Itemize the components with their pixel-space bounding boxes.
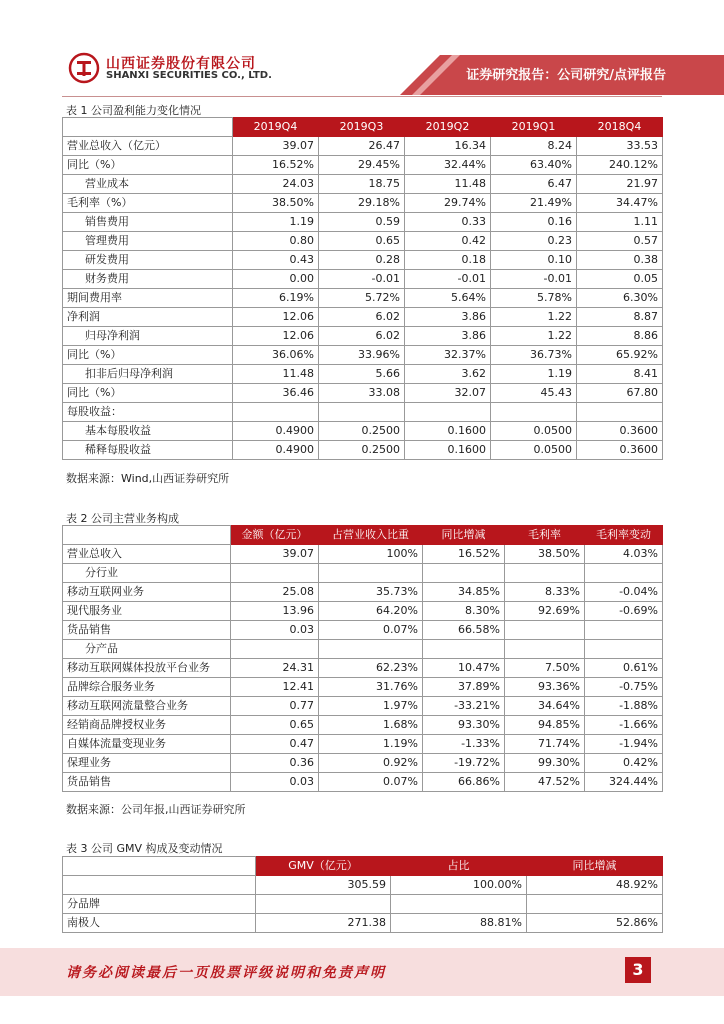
row-label: 移动互联网流量整合业务: [63, 697, 231, 716]
row-label: 营业总收入: [63, 545, 231, 564]
table3-caption: 表 3 公司 GMV 构成及变动情况: [66, 842, 223, 855]
table-cell: 1.19: [233, 213, 319, 232]
column-header: 毛利率变动: [585, 526, 663, 545]
column-header: 同比增减: [527, 857, 663, 876]
table-cell: 0.42%: [585, 754, 663, 773]
table-cell: -19.72%: [423, 754, 505, 773]
table-cell: [491, 403, 577, 422]
column-header: 同比增减: [423, 526, 505, 545]
table-cell: 67.80: [577, 384, 663, 403]
table-cell: 0.28: [319, 251, 405, 270]
table-cell: 13.96: [231, 602, 319, 621]
table-cell: 16.34: [405, 137, 491, 156]
table-row: [63, 422, 663, 441]
table-row: [63, 754, 663, 773]
row-label: 每股收益：: [63, 403, 233, 422]
table-cell: 0.4900: [233, 441, 319, 460]
table-cell: 0.18: [405, 251, 491, 270]
table-cell: -1.33%: [423, 735, 505, 754]
table-cell: 16.52%: [423, 545, 505, 564]
table-row: [63, 545, 663, 564]
table-cell: [585, 564, 663, 583]
table-cell: 1.22: [491, 308, 577, 327]
table-cell: 64.20%: [319, 602, 423, 621]
report-type: 证券研究报告：公司研究/点评报告: [466, 68, 666, 83]
table-cell: 88.81%: [391, 914, 527, 933]
table-cell: 5.78%: [491, 289, 577, 308]
table-cell: -0.75%: [585, 678, 663, 697]
table-cell: 6.47: [491, 175, 577, 194]
table-cell: 35.73%: [319, 583, 423, 602]
table-cell: [585, 640, 663, 659]
table-cell: 0.1600: [405, 441, 491, 460]
table-row: [63, 621, 663, 640]
table-cell: 0.05: [577, 270, 663, 289]
table-row: [63, 194, 663, 213]
table-row: [63, 583, 663, 602]
table-row: [63, 251, 663, 270]
table-cell: 65.92%: [577, 346, 663, 365]
table-cell: 31.76%: [319, 678, 423, 697]
row-label: 净利润: [63, 308, 233, 327]
row-label: 同比（%）: [63, 156, 233, 175]
table-cell: [256, 895, 391, 914]
table-cell: 0.03: [231, 773, 319, 792]
table-cell: 92.69%: [505, 602, 585, 621]
table-cell: 4.03%: [585, 545, 663, 564]
table-cell: 37.89%: [423, 678, 505, 697]
row-label: 期间费用率: [63, 289, 233, 308]
table-cell: 0.65: [231, 716, 319, 735]
table-cell: 33.96%: [319, 346, 405, 365]
page-number: 3: [625, 957, 651, 983]
table-row: [63, 270, 663, 289]
table-cell: 11.48: [233, 365, 319, 384]
column-header: 2018Q4: [577, 118, 663, 137]
table1-source: 数据来源：Wind,山西证券研究所: [66, 472, 230, 485]
table-cell: 0.07%: [319, 773, 423, 792]
table-cell: 48.92%: [527, 876, 663, 895]
table-row: [63, 441, 663, 460]
table-cell: 47.52%: [505, 773, 585, 792]
table-cell: -0.69%: [585, 602, 663, 621]
table-cell: 71.74%: [505, 735, 585, 754]
table-cell: 0.2500: [319, 441, 405, 460]
table-cell: 0.00: [233, 270, 319, 289]
company-name-en: SHANXI SECURITIES CO., LTD.: [106, 70, 272, 81]
table-cell: [319, 403, 405, 422]
table-cell: 34.64%: [505, 697, 585, 716]
table-row: [63, 137, 663, 156]
table-cell: -1.94%: [585, 735, 663, 754]
row-label: 毛利率（%）: [63, 194, 233, 213]
table-row: [63, 403, 663, 422]
column-header: 2019Q4: [233, 118, 319, 137]
table-cell: 1.19%: [319, 735, 423, 754]
table-cell: 12.06: [233, 308, 319, 327]
row-label: 基本每股收益: [63, 422, 233, 441]
table-cell: 0.61%: [585, 659, 663, 678]
table-cell: 6.02: [319, 308, 405, 327]
table-cell: 324.44%: [585, 773, 663, 792]
table-cell: [505, 564, 585, 583]
table-cell: 5.72%: [319, 289, 405, 308]
table-cell: 0.38: [577, 251, 663, 270]
column-header: 2019Q1: [491, 118, 577, 137]
table-cell: 3.62: [405, 365, 491, 384]
column-header: 2019Q2: [405, 118, 491, 137]
table-cell: 5.66: [319, 365, 405, 384]
table-row: [63, 895, 663, 914]
column-header: 毛利率: [505, 526, 585, 545]
table-row: [63, 365, 663, 384]
table-cell: 45.43: [491, 384, 577, 403]
row-label: 移动互联网业务: [63, 583, 231, 602]
row-label: 移动互联网媒体投放平台业务: [63, 659, 231, 678]
table-cell: 0.57: [577, 232, 663, 251]
table-row: [63, 564, 663, 583]
table-cell: [505, 621, 585, 640]
column-header: GMV（亿元）: [256, 857, 391, 876]
table-cell: 0.65: [319, 232, 405, 251]
table-cell: 5.64%: [405, 289, 491, 308]
table2-header-row: [63, 526, 663, 545]
table-cell: 0.03: [231, 621, 319, 640]
table-cell: [577, 403, 663, 422]
gmv-table: [62, 856, 663, 933]
table-cell: 8.41: [577, 365, 663, 384]
table-cell: 21.97: [577, 175, 663, 194]
table-cell: 0.1600: [405, 422, 491, 441]
table-cell: 0.80: [233, 232, 319, 251]
row-label: 保理业务: [63, 754, 231, 773]
table-cell: 38.50%: [233, 194, 319, 213]
table-row: [63, 640, 663, 659]
table-cell: [319, 640, 423, 659]
table-cell: 0.4900: [233, 422, 319, 441]
table-cell: -33.21%: [423, 697, 505, 716]
table-cell: 32.37%: [405, 346, 491, 365]
column-header: 占营业收入比重: [319, 526, 423, 545]
table2-caption: 表 2 公司主营业务构成: [66, 512, 179, 525]
table-row: [63, 384, 663, 403]
company-logo-icon: [68, 52, 100, 84]
table-row: [63, 659, 663, 678]
table1-caption: 表 1 公司盈利能力变化情况: [66, 104, 201, 117]
table-cell: 34.85%: [423, 583, 505, 602]
table-cell: 12.41: [231, 678, 319, 697]
table-cell: 0.23: [491, 232, 577, 251]
header-divider: [62, 96, 662, 97]
table-row: [63, 697, 663, 716]
table-cell: 0.42: [405, 232, 491, 251]
company-logo: [68, 52, 368, 86]
table-cell: 0.47: [231, 735, 319, 754]
table-cell: [319, 564, 423, 583]
table-cell: 0.2500: [319, 422, 405, 441]
table-row: [63, 914, 663, 933]
table-row: [63, 346, 663, 365]
table-cell: 0.0500: [491, 441, 577, 460]
table-cell: 8.86: [577, 327, 663, 346]
row-label: 自媒体流量变现业务: [63, 735, 231, 754]
table-cell: 11.48: [405, 175, 491, 194]
table-cell: 39.07: [233, 137, 319, 156]
table-cell: 32.07: [405, 384, 491, 403]
table-cell: [585, 621, 663, 640]
table-cell: [527, 895, 663, 914]
table-cell: 21.49%: [491, 194, 577, 213]
table-cell: 12.06: [233, 327, 319, 346]
row-label: 财务费用: [63, 270, 233, 289]
table-row: [63, 175, 663, 194]
table-row: [63, 213, 663, 232]
table-cell: -0.04%: [585, 583, 663, 602]
table-cell: 3.86: [405, 327, 491, 346]
table-cell: 0.0500: [491, 422, 577, 441]
table-cell: 240.12%: [577, 156, 663, 175]
table-row: [63, 308, 663, 327]
row-label: 扣非后归母净利润: [63, 365, 233, 384]
table-cell: 94.85%: [505, 716, 585, 735]
column-header: 占比: [391, 857, 527, 876]
table-cell: 3.86: [405, 308, 491, 327]
table1-header-row: [63, 118, 663, 137]
table-cell: 0.10: [491, 251, 577, 270]
table-cell: 36.73%: [491, 346, 577, 365]
table-cell: 6.19%: [233, 289, 319, 308]
table-row: [63, 289, 663, 308]
table-cell: 29.45%: [319, 156, 405, 175]
table-row: [63, 876, 663, 895]
header-blank-cell: [63, 857, 256, 876]
table-row: [63, 773, 663, 792]
header-blank-cell: [63, 118, 233, 137]
table-cell: 63.40%: [491, 156, 577, 175]
table-cell: [423, 564, 505, 583]
table-row: [63, 678, 663, 697]
table-cell: 24.31: [231, 659, 319, 678]
table-cell: -0.01: [405, 270, 491, 289]
table-cell: 38.50%: [505, 545, 585, 564]
profitability-table: [62, 117, 663, 460]
row-label: 南极人: [63, 914, 256, 933]
table-cell: 7.50%: [505, 659, 585, 678]
table-cell: [231, 640, 319, 659]
column-header: 2019Q3: [319, 118, 405, 137]
table-cell: [233, 403, 319, 422]
table-cell: 0.07%: [319, 621, 423, 640]
table-cell: 0.3600: [577, 422, 663, 441]
table-cell: 1.97%: [319, 697, 423, 716]
table-cell: 24.03: [233, 175, 319, 194]
table-cell: 0.59: [319, 213, 405, 232]
table-cell: [391, 895, 527, 914]
table-cell: 0.16: [491, 213, 577, 232]
table-cell: 0.92%: [319, 754, 423, 773]
company-name-cn: 山西证券股份有限公司: [106, 56, 256, 72]
row-label: 货品销售: [63, 773, 231, 792]
row-label: [63, 876, 256, 895]
table-cell: [505, 640, 585, 659]
table-cell: [405, 403, 491, 422]
table-cell: 62.23%: [319, 659, 423, 678]
table3-header-row: [63, 857, 663, 876]
row-label: 货品销售: [63, 621, 231, 640]
row-label: 分行业: [63, 564, 231, 583]
table-row: [63, 232, 663, 251]
table-cell: -0.01: [491, 270, 577, 289]
table-cell: 6.30%: [577, 289, 663, 308]
table-cell: 305.59: [256, 876, 391, 895]
table-cell: 10.47%: [423, 659, 505, 678]
row-label: 稀释每股收益: [63, 441, 233, 460]
table-cell: 0.36: [231, 754, 319, 773]
table-cell: 1.22: [491, 327, 577, 346]
table-cell: 33.53: [577, 137, 663, 156]
table-cell: 6.02: [319, 327, 405, 346]
table-cell: 100.00%: [391, 876, 527, 895]
row-label: 营业总收入（亿元）: [63, 137, 233, 156]
table-row: [63, 327, 663, 346]
table-cell: 36.06%: [233, 346, 319, 365]
table-cell: 39.07: [231, 545, 319, 564]
table-cell: 99.30%: [505, 754, 585, 773]
row-label: 归母净利润: [63, 327, 233, 346]
table-cell: 33.08: [319, 384, 405, 403]
table-cell: [231, 564, 319, 583]
table-cell: 8.33%: [505, 583, 585, 602]
table-cell: 0.77: [231, 697, 319, 716]
table-cell: 1.11: [577, 213, 663, 232]
table-cell: 29.18%: [319, 194, 405, 213]
row-label: 营业成本: [63, 175, 233, 194]
table-cell: 271.38: [256, 914, 391, 933]
table-cell: 34.47%: [577, 194, 663, 213]
table-cell: 0.43: [233, 251, 319, 270]
table-cell: 66.58%: [423, 621, 505, 640]
row-label: 销售费用: [63, 213, 233, 232]
table-cell: 8.24: [491, 137, 577, 156]
table-cell: 16.52%: [233, 156, 319, 175]
table-cell: 93.36%: [505, 678, 585, 697]
table2-source: 数据来源：公司年报,山西证券研究所: [66, 803, 246, 816]
table-cell: 66.86%: [423, 773, 505, 792]
row-label: 品牌综合服务业务: [63, 678, 231, 697]
row-label: 同比（%）: [63, 384, 233, 403]
row-label: 分产品: [63, 640, 231, 659]
header-blank-cell: [63, 526, 231, 545]
row-label: 分品牌: [63, 895, 256, 914]
row-label: 经销商品牌授权业务: [63, 716, 231, 735]
table-cell: 1.19: [491, 365, 577, 384]
table-cell: 1.68%: [319, 716, 423, 735]
table-cell: 32.44%: [405, 156, 491, 175]
table-cell: 8.30%: [423, 602, 505, 621]
table-cell: 93.30%: [423, 716, 505, 735]
table-cell: 25.08: [231, 583, 319, 602]
table-cell: 0.33: [405, 213, 491, 232]
business-composition-table: [62, 525, 663, 792]
table-cell: 52.86%: [527, 914, 663, 933]
column-header: 金额（亿元）: [231, 526, 319, 545]
table-cell: 8.87: [577, 308, 663, 327]
table-cell: -1.66%: [585, 716, 663, 735]
row-label: 现代服务业: [63, 602, 231, 621]
disclaimer-text: 请务必阅读最后一页股票评级说明和免责声明: [66, 965, 386, 981]
table-cell: [423, 640, 505, 659]
table-cell: 0.3600: [577, 441, 663, 460]
row-label: 同比（%）: [63, 346, 233, 365]
row-label: 管理费用: [63, 232, 233, 251]
table-cell: 29.74%: [405, 194, 491, 213]
table-cell: 18.75: [319, 175, 405, 194]
page-header: [0, 0, 724, 95]
table-cell: -1.88%: [585, 697, 663, 716]
table-row: [63, 735, 663, 754]
row-label: 研发费用: [63, 251, 233, 270]
table-row: [63, 156, 663, 175]
table-cell: 100%: [319, 545, 423, 564]
table-row: [63, 716, 663, 735]
table-cell: 26.47: [319, 137, 405, 156]
table-row: [63, 602, 663, 621]
table-cell: 36.46: [233, 384, 319, 403]
table-cell: -0.01: [319, 270, 405, 289]
